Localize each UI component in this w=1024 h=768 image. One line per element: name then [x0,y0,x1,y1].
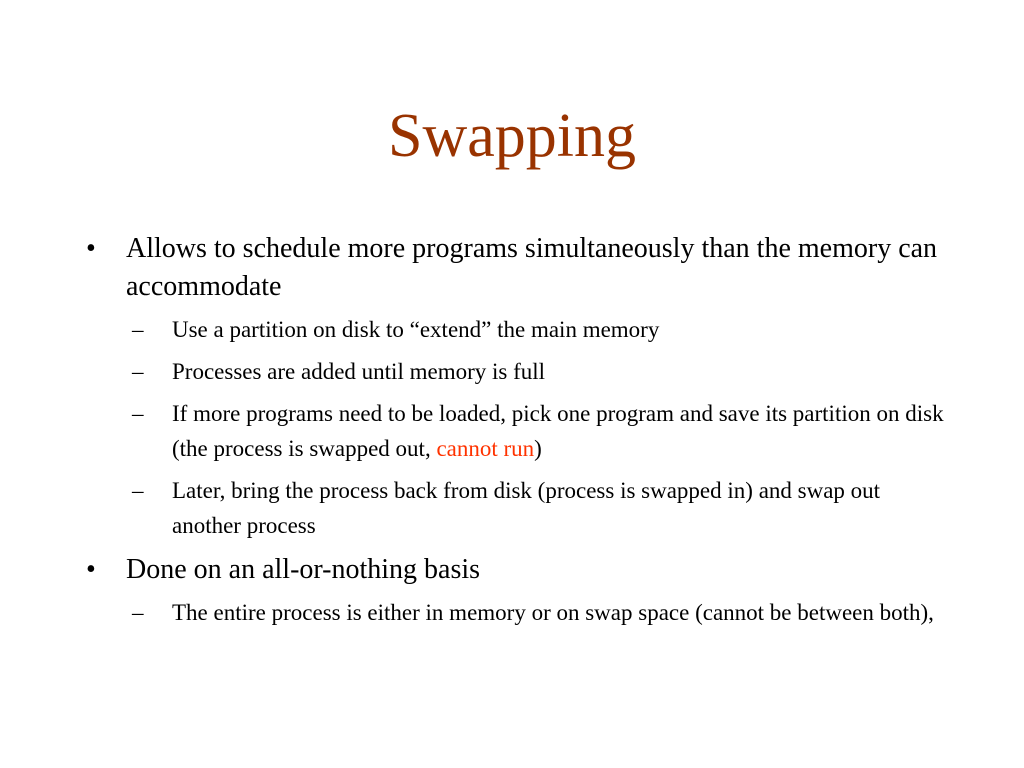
sub-item-text-before: If more programs need to be loaded, pick one program and save its partition on disk (the process is swapped out, [172,401,944,461]
sub-list [86,312,946,543]
sub-marker: – [132,317,144,342]
sub-marker: – [132,600,144,625]
sub-item-text: Later, bring the process back from disk (process is swapped in) and swap out another process [172,478,881,538]
slide-title: Swapping [388,102,636,170]
sub-item-text: The entire process is either in memory or on swap space (cannot be between both), [172,600,934,625]
bullet-item [86,551,946,589]
slide-content [86,230,946,638]
bullet-marker: • [86,233,96,264]
highlight-text: cannot run [436,436,535,461]
sub-item [86,396,946,466]
sub-item [86,595,946,630]
sub-item-text: Processes are added until memory is full [172,359,546,384]
sub-marker: – [132,478,144,503]
bullet-marker: • [86,554,96,585]
sub-marker: – [132,401,144,426]
sub-item [86,473,946,543]
sub-item-text: Use a partition on disk to “extend” the main memory [172,317,660,342]
sub-item-text-after: ) [534,436,542,461]
bullet-text: Done on an all-or-nothing basis [126,554,481,585]
bullet-text: Allows to schedule more programs simultaneously than the memory can accommodate [126,233,938,302]
sub-item [86,312,946,347]
bullet-item [86,230,946,306]
sub-item [86,354,946,389]
sub-list [86,595,946,630]
sub-marker: – [132,359,144,384]
